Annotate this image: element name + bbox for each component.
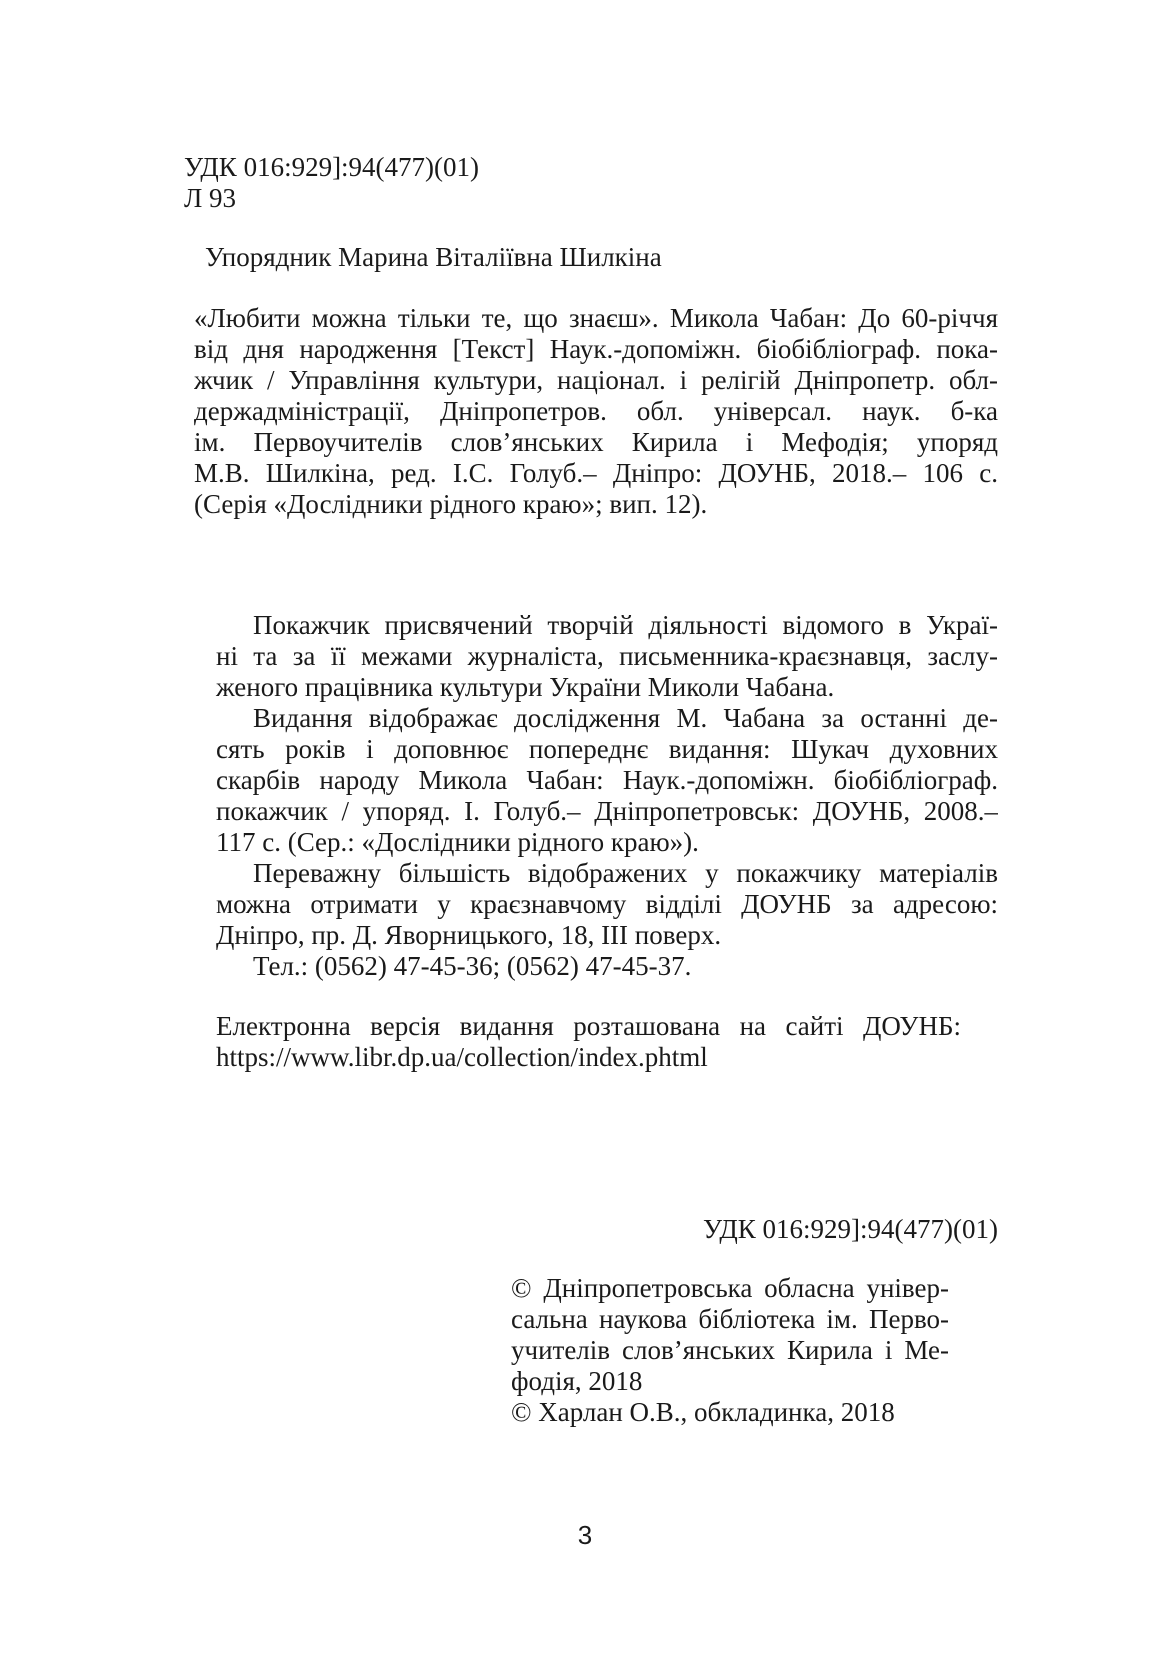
annotation-line: скарбів народу Микола Чабан: Наук.-допоміжн. біобібліограф. (216, 765, 998, 795)
annotation-line: можна отримати у краєзнавчому відділі ДОУНБ за адресою: (216, 889, 998, 919)
electronic-version-url: https://www.libr.dp.ua/collection/index.phtml (216, 1042, 708, 1072)
annotation-line: Покажчик присвячений творчій діяльності відомого в Украї- (253, 610, 998, 640)
copyright-line: © Харлан О.В., обкладинка, 2018 (511, 1397, 895, 1427)
copyright-line: учителів слов’янських Кирила і Ме- (511, 1335, 949, 1365)
bib-record-line: (Серія «Дослідники рідного краю»; вип. 12). (194, 489, 708, 519)
udc-code-top: УДК 016:929]:94(477)(01) (184, 152, 480, 182)
electronic-version-line: Електронна версія видання розташована на сайті ДОУНБ: (216, 1011, 961, 1041)
annotation-line: ні та за її межами журналіста, письменника-краєзнавця, заслу- (216, 641, 998, 671)
bib-record-line: від дня народження [Текст] Наук.-допоміжн. біобібліограф. пока- (194, 334, 998, 364)
annotation-line: 117 с. (Сер.: «Дослідники рідного краю»). (216, 827, 699, 857)
bib-record-line: «Любити можна тільки те, що знаєш». Микола Чабан: До 60-річчя (194, 303, 998, 333)
copyright-line: сальна наукова бібліотека ім. Перво- (511, 1304, 949, 1334)
phone-line: Тел.: (0562) 47-45-36; (0562) 47-45-37. (253, 951, 692, 981)
compiler-line: Упорядник Марина Віталіївна Шилкіна (205, 242, 662, 272)
bib-record-line: ім. Первоучителів слов’янських Кирила і Мефодія; упоряд (194, 427, 998, 457)
author-mark: Л 93 (184, 183, 237, 213)
annotation-line: женого працівника культури України Миколи Чабана. (216, 672, 835, 702)
annotation-line: сять років і доповнює попереднє видання: Шукач духовних (216, 734, 998, 764)
annotation-line: Дніпро, пр. Д. Яворницького, 18, ІІІ поверх. (216, 920, 722, 950)
annotation-line: Видання відображає дослідження М. Чабана за останні де- (253, 703, 998, 733)
annotation-line: Переважну більшість відображених у покажчику матеріалів (253, 858, 998, 888)
udc-code-bottom: УДК 016:929]:94(477)(01) (702, 1214, 998, 1244)
annotation-line: покажчик / упоряд. І. Голуб.– Дніпропетровськ: ДОУНБ, 2008.– (216, 796, 998, 826)
copyright-line: © Дніпропетровська обласна універ- (511, 1273, 949, 1303)
bib-record-line: жчик / Управління культури, націонал. і релігій Дніпропетр. обл- (194, 365, 998, 395)
page-number: 3 (577, 1520, 593, 1550)
copyright-line: фодія, 2018 (511, 1366, 643, 1396)
bib-record-line: М.В. Шилкіна, ред. І.С. Голуб.– Дніпро: ДОУНБ, 2018.– 106 с. (194, 458, 998, 488)
bib-record-line: держадміністрації, Дніпропетров. обл. універсал. наук. б-ка (194, 396, 998, 426)
